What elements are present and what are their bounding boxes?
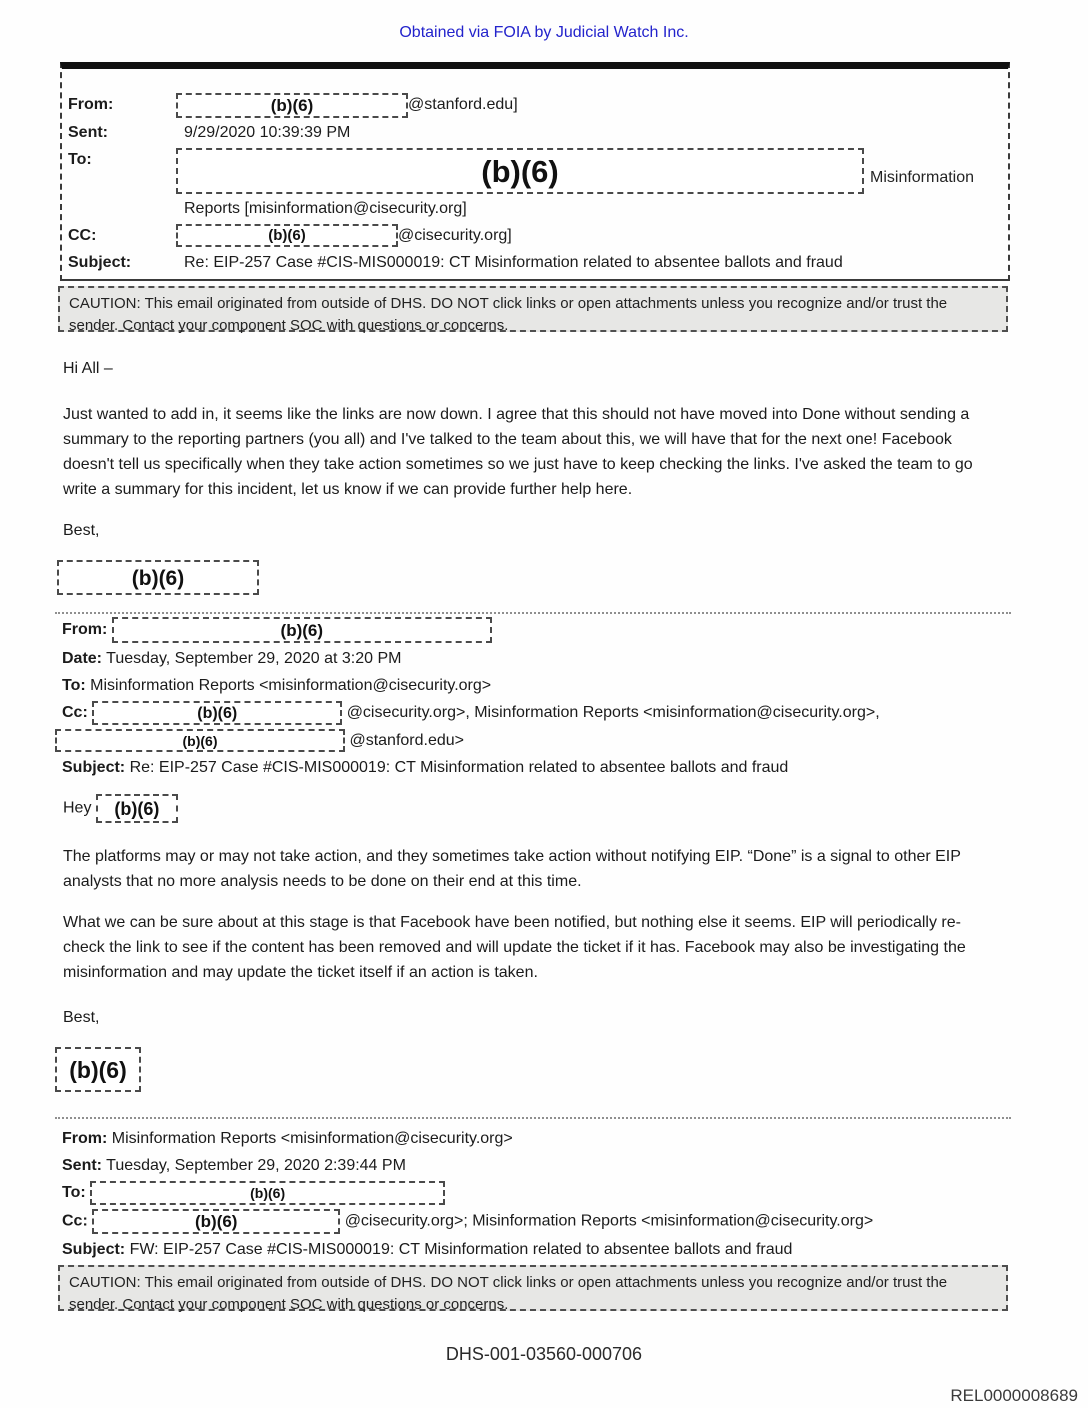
date-value: Tuesday, September 29, 2020 at 3:20 PM (106, 650, 402, 667)
email2-greeting: Hey (63, 799, 92, 817)
cc-suffix: @cisecurity.org>; Misinformation Reports <misinformation@cisecurity.org> (344, 1212, 874, 1230)
redaction-box-signature: (b)(6) (57, 560, 259, 595)
email3-subject-row (62, 1238, 1010, 1261)
bates-number: DHS-001-03560-000706 (445, 1344, 643, 1364)
date-label: Date: (62, 650, 103, 667)
email2-paragraph-1: The platforms may or may not take action, and they sometimes take action without notifying EIP. “Done” is a signal to other EIP analysts that no more analysis needs to be done on their end at this time. (63, 848, 961, 890)
email1-cc-row (68, 224, 998, 248)
email3-to-row (62, 1181, 1010, 1205)
redaction-box: (b)(6) (92, 701, 342, 725)
caution-banner: CAUTION: This email originated from outside of DHS. DO NOT click links or open attachments unless you recognize and/or trust the sender. Contact your component SOC with questions or concerns. (58, 286, 1008, 332)
email2-closing: Best, (63, 1009, 100, 1026)
from-value: Misinformation Reports <misinformation@cisecurity.org> (111, 1130, 513, 1147)
sent-value: Tuesday, September 29, 2020 2:39:44 PM (106, 1157, 406, 1174)
email2-to-row (62, 674, 1010, 697)
email2-paragraph-2: What we can be sure about at this stage is that Facebook have been notified, but nothing else it seems. EIP will periodically re-check the link to see if the content has been removed and will update the ticket if it has. Facebook may also be investigating the misinformation and may update the ticket itself if an action is taken. (63, 914, 966, 981)
email3-sent-row (62, 1154, 1010, 1177)
email1-sent-row (68, 121, 998, 145)
email1-to-row (68, 148, 998, 194)
section-divider (55, 612, 1011, 614)
section-divider (55, 1117, 1011, 1119)
email2-header (62, 617, 1010, 783)
redaction-box: (b)(6) (92, 1209, 340, 1234)
redaction-box-signature: (b)(6) (55, 1047, 141, 1092)
subject-label: Subject: (68, 254, 132, 271)
email1-header-box (60, 62, 1010, 281)
email2-cc-row (62, 701, 1010, 725)
cc-label: Cc: (62, 704, 88, 722)
redaction-box: (b)(6) (96, 794, 178, 823)
subject-value: Re: EIP-257 Case #CIS-MIS000019: CT Misinformation related to absentee ballots and fraud (184, 254, 843, 271)
sent-label: Sent: (62, 1157, 102, 1174)
email2-cc-row2 (55, 729, 1010, 752)
email3-cc-row (62, 1209, 1010, 1234)
cc-suffix-2: @stanford.edu> (349, 732, 464, 749)
subject-label: Subject: (62, 759, 126, 777)
email1-to-row2 (68, 197, 998, 221)
foia-watermark: Obtained via FOIA by Judicial Watch Inc. (399, 24, 689, 41)
to-value-wrap (176, 148, 974, 194)
cc-label: CC: (68, 227, 97, 244)
cc-label: Cc: (62, 1212, 88, 1230)
cc-address-suffix: @cisecurity.org] (398, 227, 512, 244)
redaction-box: (b)(6) (176, 93, 408, 118)
subject-value: Re: EIP-257 Case #CIS-MIS000019: CT Misinformation related to absentee ballots and fraud (129, 759, 789, 777)
release-number: REL0000008689 (950, 1386, 1078, 1405)
sent-value: 9/29/2020 10:39:39 PM (184, 124, 351, 141)
redaction-box: (b)(6) (176, 148, 864, 194)
to-suffix: Misinformation (870, 169, 975, 186)
sent-label: Sent: (68, 124, 108, 141)
cc-suffix-1: @cisecurity.org>, Misinformation Reports <misinformation@cisecurity.org>, (346, 704, 880, 722)
redaction-box: (b)(6) (55, 729, 345, 752)
to-label: To: (62, 1184, 86, 1202)
to-line2: Reports [misinformation@cisecurity.org] (184, 200, 467, 217)
email1-greeting: Hi All – (63, 360, 113, 377)
subject-value: FW: EIP-257 Case #CIS-MIS000019: CT Misinformation related to absentee ballots and fraud (129, 1241, 793, 1258)
to-value: Misinformation Reports <misinformation@cisecurity.org> (90, 677, 492, 694)
subject-label: Subject: (62, 1241, 126, 1258)
from-label: From: (62, 1130, 108, 1147)
redaction-box: (b)(6) (176, 224, 398, 247)
email2-from-row (62, 617, 1010, 643)
to-label: To: (68, 151, 92, 168)
email2-greeting-row (63, 794, 991, 823)
email1-closing: Best, (63, 522, 100, 539)
redaction-box: (b)(6) (90, 1181, 445, 1205)
email2-subject-row (62, 756, 1010, 779)
caution-banner: CAUTION: This email originated from outside of DHS. DO NOT click links or open attachments unless you recognize and/or trust the sender. Contact your component SOC with questions or concerns. (58, 1265, 1008, 1311)
from-address-suffix: @stanford.edu] (408, 96, 518, 113)
email2-date-row (62, 647, 1010, 670)
email1-subject-row (68, 251, 998, 275)
email1-paragraph: Just wanted to add in, it seems like the links are now down. I agree that this should not have moved into Done without sending a summary to the reporting partners (you all) and I've talked to the team about this, we will have that for the next one! Facebook doesn't tell us specifically when they take action sometimes so we just have to keep checking the links. I've asked the team to go write a summary for this incident, let us know if we can provide further help here. (63, 406, 973, 498)
from-label: From: (68, 96, 114, 113)
redaction-box: (b)(6) (112, 617, 492, 643)
email1-from-row (68, 93, 998, 118)
email3-from-row (62, 1127, 1010, 1150)
to-label: To: (62, 677, 86, 694)
from-label: From: (62, 621, 108, 639)
email3-header (62, 1127, 1010, 1265)
